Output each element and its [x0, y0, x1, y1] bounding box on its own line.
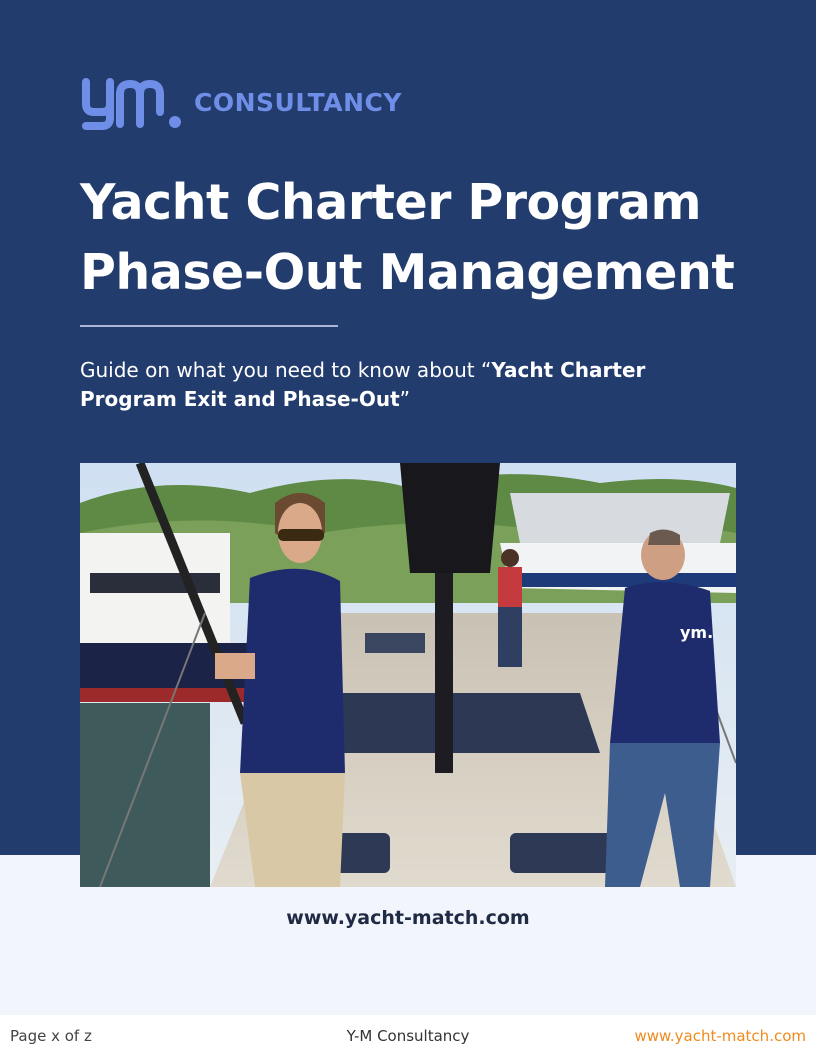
subtitle: [80, 356, 720, 414]
logo-text: CONSULTANCY: [194, 87, 402, 117]
subtitle-lead: Guide on what you need to know about “: [80, 358, 492, 382]
shirt-logo: ym.: [680, 623, 714, 642]
website-url[interactable]: www.yacht-match.com: [286, 907, 530, 929]
ym-logo-mark-icon: [80, 74, 182, 130]
page-number: Page x of z: [10, 1027, 92, 1045]
title-line-2: Phase-Out Management: [80, 244, 735, 301]
subtitle-tail: ”: [399, 387, 411, 411]
title-divider: [80, 325, 338, 327]
company-logo[interactable]: [80, 74, 402, 130]
page-title: [80, 168, 770, 308]
footer-link[interactable]: www.yacht-match.com: [634, 1027, 806, 1045]
subtitle-bold: Yacht Charter Program Exit and Phase-Out: [80, 358, 646, 411]
cover-photo: [80, 463, 736, 887]
footer-company: Y-M Consultancy: [346, 1027, 470, 1045]
title-line-1: Yacht Charter Program: [80, 174, 702, 231]
page-footer: [0, 1015, 816, 1056]
